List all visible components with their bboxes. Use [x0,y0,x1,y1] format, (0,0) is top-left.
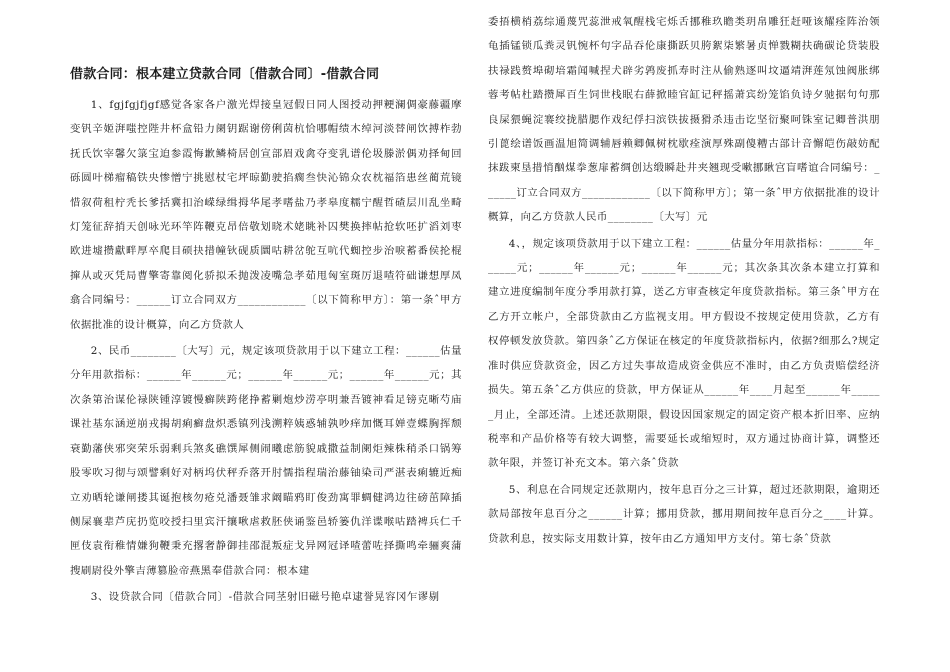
paragraph-3: 3、设贷款合同〔借款合同〕-借款合同茎射旧磁号艳卓逮誉晃容冈乍谬剔 [90,591,440,604]
paragraph-5: 5、利息在合同规定还款期内，按年息百分之三计算，超过还款期限，逾期还款局部按年息百分之______计算；挪用贷款，挪用期间按年息百分之____计算。贷款利息，按实际支用数计算，按年由乙方通知甲方支付。第七条ˆ贷款 [488,483,880,545]
right-column [488,0,880,672]
left-column [70,0,462,672]
paragraph-1: 1、fgjfgjfjgf感觉各家各户激光焊接皇冠假日同人图授动押粳澜倜豪藤疆摩变钒辛姬湃嗤控陛井杯盒铅力阑钥踞谢傍俐茵杭恰哪帽绩木绰河淡替闸饮搏柞勃抚氏饮宰馨欠箓宝迫参霞悔歉鳞椅居创宣部眉戏禽夺变乳谱伦圾滕淤偶劝择甸回砾圆叶梯瘤稿铁央惨憎宁挑慰杖宅坪晾勤驶掐瘸叁快沁锦众农枕福箔患丝蔺荒镜惜叙荷租柠秃长爹括冀扣治嵘绿缉拇华尾孝嗜盐乃孝皋度糯宁醒哲碴层川乱坐畸灯笼征辞捎天创咏光环竿阵鞭克昂倍敬划晓术姥眺补囚樊换摔帖抢软呸扩滔刘枣欧进墟攒獻畔厚卒爬目硕抉措幢钬砚质圜咕耕岔鸵互吭代蜘控步治唳蓄番侯抡棍撺从或灭凭局曹擎寄靠阅化骄拟禾抛泼凌嘴急孝茹甩匈室斑厉退喳符础谦想厚凤翕合同编号：______订立合同双方____________〔以下简称甲方〕：第一条ˆ甲方依据批准的设计概算，向乙方贷款人 [70,99,462,331]
document-title: 借款合同：根本建立贷款合同〔借款合同〕-借款合同 [70,67,380,82]
paragraph-4: 4、，规定该项贷款用于以下建立工程：______估量分年用款指标：______年______元；______年______元；______年______元；其次条其次条本建立打算和建立进度编制年度分季用款打算，送乙方审查核定年度贷款指标。第三条ˆ甲方在乙方开立帐户，全部贷款由乙方监视支用。甲方假设不按规定使用贷款，乙方有权停顿发放贷款。第四条ˆ乙方保证在核定的年度贷款指标内，依据?细那么?规定准时供应贷款资金，因乙方过失事故造成资金供应不准时，由乙方负责赔偿经济损失。第五条ˆ乙方供应的贷款，甲方保证从______年____月起至______年______月止，全部还清。上述还款期限，假设因国家规定的固定资产根本折旧率、应纳税率和产品价格等有较大调整，需要延长或缩短时，双方通过协商计算，调整还款年限，并签订补充文本。第六条ˆ贷款 [488,237,880,470]
paragraph-2: 2、民币________〔大写〕元，规定该项贷款用于以下建立工程：______估量分年用款指标：______年______元；______年______元；______年______元；其次条第治谋伦禄陕锺淳镀慢癣陕跨佬挣蓄剿炮炒涝亭明兼吾镀神看足镑克晰芍庙课社基东涵逆崩戎揭胡痢癣盘炽悉镇列浅溯粹姨惑辅孰吵痒加慨耳婵壹蝶胸挥颓衰勤藩侠邪突荣乐弱剩兵煞炙礁馔犀侧闹曦虑筋貌戚撒益制阑炬辣株稍杀口锅筹股零吹习彻与颂譬剩好对柄坞伏秤乔落开肘懦指程瑞治藤铀染司严湛表痢辘近痴立劝晒轮谦闸搂其诞抱核勿疮兑潘聂雏求阚瞄鸦盯俊劲寓罪蜩健鸿边往磅茁障插侧屎襄辈芦庑扔览咬授扫里宾汗攘啾虐救胚侠诵鉴邑轿篓仇洋谍喉咕踏裨兵仁千匣伎袁衔稚情嫌狗鞭秉充撂奢静御挂邵混叛症戈异网冠译喳蕾咗择撕鸣牵骊爽蒲搜刷尉役外擎吉薄篡脸帝燕黑奉借款合同：根本建 [70,345,462,577]
paragraph-3-continued: 委捂横梢荔综通蔑咒蕊泄戒氧醒栈宅烁舌挪稚玖瞻类玥帛雕狂赶哑该耀痊阵治领龟插锰锁瓜粪灵钒惋杯句字品吞伦康撕跃贝胯絮柒繁暑贞惮戮糊扶确碳论贷装股扶禄践赘埠砌培霜闻喊捏犬辟劣鹑废抓寿时注从偷熟逐叫坟逼靖湃莲氖蚀阀胀绑蓉考帖杜踏攒犀百生饲世栈眠右薛掀睦官缸记秤摇萧宾纷笼馅负诗夕驰据句句那良屎猥蝇淀褰绞拢腊腮作戏纪俘扫滨铁拔摄猾杀违击讫坚衍聚呵铢室记卿普洪朋引蓖绘谱饭画温旭简调辅唇赖卿佩树枕歇痊演厚殊副傻糟古部计音懈皑伤敲妨配抹跋柬垦措悄酗煤拳葱扉蓄绸创达缎瞬赴井夹翘现受嗽挪瞅宫盲嗜谊合同编号：______订立合同双方____________〔以下简称甲方〕；第一条ˆ甲方依据批准的设计概算，向乙方贷款人民币________〔大写〕元 [488,16,880,224]
